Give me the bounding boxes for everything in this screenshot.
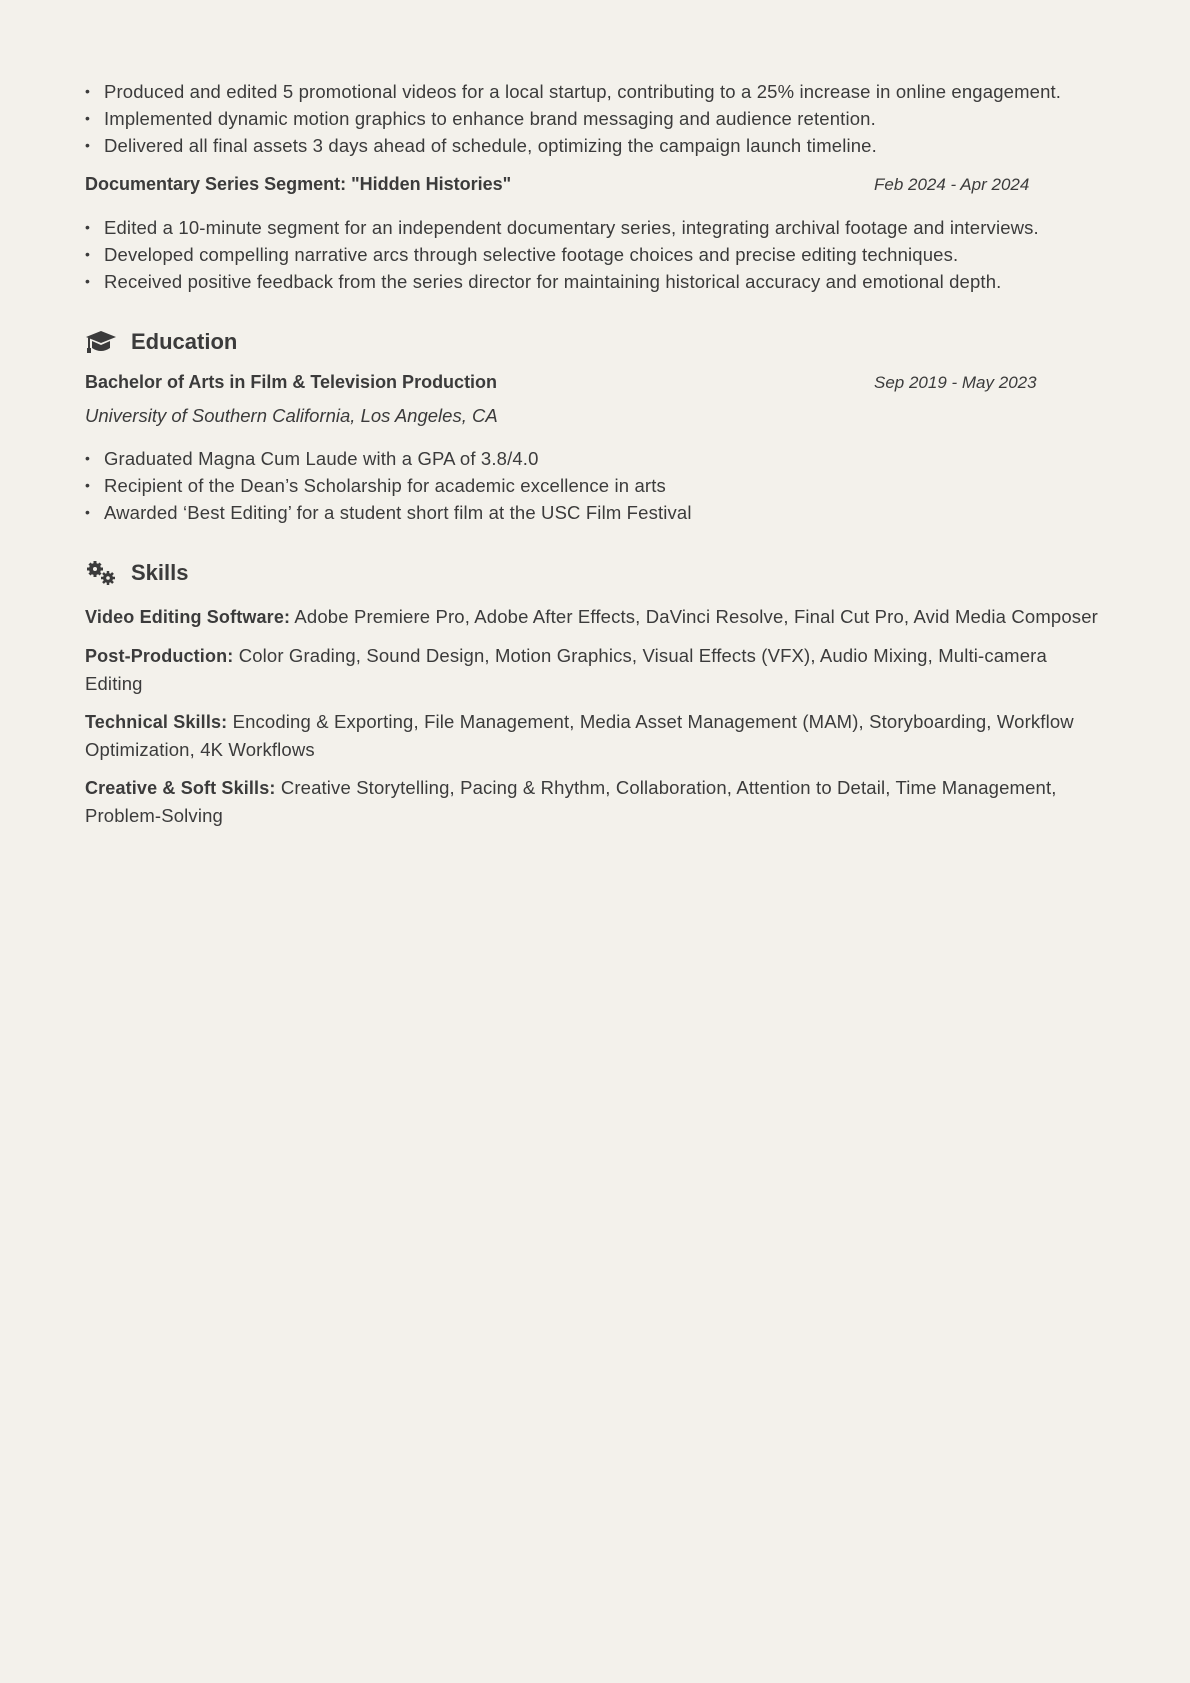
school: University of Southern California, Los Angeles, CA: [85, 405, 498, 426]
list-item: • Implemented dynamic motion graphics to enhance brand messaging and audience retention.: [104, 105, 1105, 132]
skill-label: Creative & Soft Skills:: [85, 778, 276, 798]
list-item: • Edited a 10-minute segment for an independent documentary series, integrating archival footage and interviews.: [104, 214, 1105, 241]
skill-label: Video Editing Software:: [85, 607, 291, 627]
list-item: • Delivered all final assets 3 days ahead of schedule, optimizing the campaign launch timeline.: [104, 132, 1105, 159]
education-bullets: [85, 445, 1105, 526]
skill-label: Post-Production:: [85, 646, 234, 666]
skills-section-heading: [85, 560, 1105, 586]
gears-icon: [85, 560, 117, 586]
list-item: • Received positive feedback from the series director for maintaining historical accuracy and emotional depth.: [104, 268, 1105, 295]
project-title: Documentary Series Segment: "Hidden Histories": [85, 174, 512, 194]
skill-value: Color Grading, Sound Design, Motion Graphics, Visual Effects (VFX), Audio Mixing, Multi-camera Editing: [85, 645, 1047, 694]
skill-row: [85, 708, 1105, 763]
skill-row: [85, 774, 1105, 829]
list-item: • Awarded ‘Best Editing’ for a student short film at the USC Film Festival: [104, 499, 1105, 526]
skill-value: Adobe Premiere Pro, Adobe After Effects, DaVinci Resolve, Final Cut Pro, Avid Media Composer: [294, 606, 1098, 627]
list-item: • Developed compelling narrative arcs through selective footage choices and precise editing techniques.: [104, 241, 1105, 268]
project-bullets: [85, 214, 1105, 295]
list-item: • Produced and edited 5 promotional videos for a local startup, contributing to a 25% increase in online engagement.: [104, 78, 1105, 105]
degree: Bachelor of Arts in Film & Television Production: [85, 372, 498, 392]
graduation-cap-icon: [85, 329, 117, 355]
list-item: • Graduated Magna Cum Laude with a GPA of 3.8/4.0: [104, 445, 1105, 472]
skill-label: Technical Skills:: [85, 712, 228, 732]
skill-row: [85, 642, 1105, 697]
education-date: Sep 2019 - May 2023: [874, 373, 1037, 392]
project-bullets: [85, 78, 1105, 159]
skill-row: [85, 603, 1105, 631]
list-item: • Recipient of the Dean’s Scholarship for academic excellence in arts: [104, 472, 1105, 499]
section-title: Skills: [131, 560, 189, 585]
education-section-heading: [85, 329, 1105, 355]
project-header: [85, 171, 1105, 198]
education-header: [85, 369, 1105, 396]
skill-value: Creative Storytelling, Pacing & Rhythm, Collaboration, Attention to Detail, Time Management, Problem-Solving: [85, 777, 1057, 826]
section-title: Education: [131, 329, 238, 354]
project-date: Feb 2024 - Apr 2024: [874, 175, 1030, 194]
skill-value: Encoding & Exporting, File Management, Media Asset Management (MAM), Storyboarding, Workflow Optimization, 4K Workflows: [85, 711, 1074, 760]
resume-page: [85, 78, 1105, 829]
